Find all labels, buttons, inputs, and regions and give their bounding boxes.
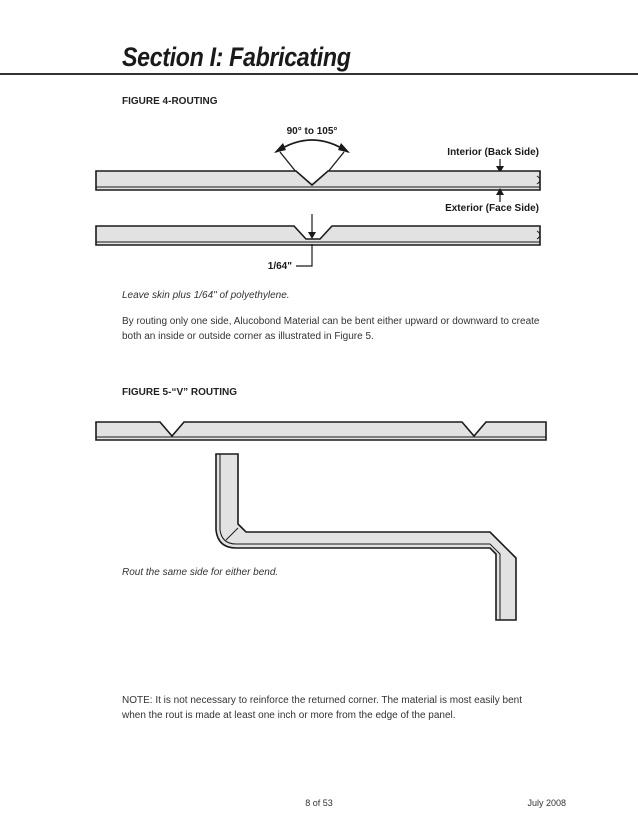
note-paragraph: NOTE: It is not necessary to reinforce the returned corner. The material is most easily bent when the rout is made at least one inch or more from the edge of the panel. (122, 695, 522, 721)
exterior-label: Exterior (Face Side) (445, 203, 539, 214)
figure-5-label: FIGURE 5-“V” ROUTING (122, 387, 238, 398)
figure-4-caption: Leave skin plus 1/64" of polyethylene. (122, 290, 290, 301)
figure-4-label: FIGURE 4-ROUTING (122, 96, 218, 107)
title-rule (0, 73, 638, 75)
footer-date: July 2008 (527, 798, 566, 808)
depth-leader (296, 244, 312, 266)
angle-arc (276, 140, 348, 152)
angle-arrow-right (338, 143, 350, 153)
figure-4-routing-diagram (0, 110, 638, 280)
body-paragraph: By routing only one side, Alucobond Material can be bent either upward or downward to create both an inside or outside corner as illustrated in Figure 5. (122, 316, 540, 342)
depth-arrow-head (308, 232, 316, 239)
angle-arrow-left (274, 143, 286, 153)
figure-5-caption: Rout the same side for either bend. (122, 567, 279, 578)
figure-5-v-routing-diagram (0, 410, 638, 625)
page-title: Section I: Fabricating (122, 42, 351, 72)
depth-label: 1/64" (267, 261, 292, 272)
bent-panel (216, 454, 516, 620)
footer-page-number: 8 of 53 (305, 798, 333, 808)
angle-label: 90° to 105° (286, 126, 338, 137)
interior-label: Interior (Back Side) (447, 147, 539, 158)
